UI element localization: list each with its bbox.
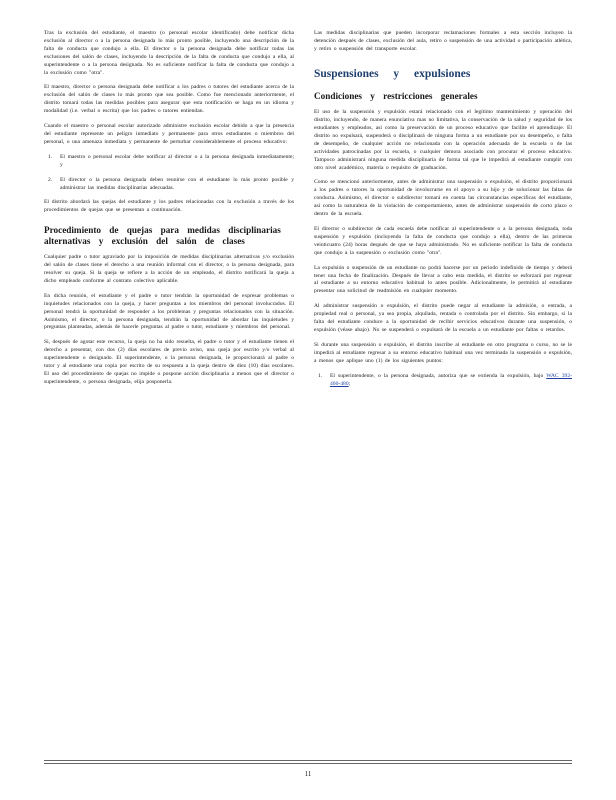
- footer-rule: [44, 760, 572, 761]
- wac-link[interactable]: WAC 392-400-480: [330, 372, 572, 387]
- paragraph: En dicha reunión, el estudiante y el padre o tutor tendrán la oportunidad de expresar problemas o inquietudes relacionados con la queja, y hacer preguntas a los miembros del personal involucrados. El personal tendrá la oportunidad de responder a los problemas y preguntas relacionados con la situación. Asimismo, el director, o la persona designada, tendrán la oportunidad de abordar las inquietudes y preguntas planteadas, además de hacerle preguntas al padre o tutor, estudiante y miembros del personal.: [44, 292, 294, 331]
- paragraph: El director o subdirector de cada escuela debe notificar al superintendente o a la persona designada, toda suspensión y expulsión (incluyendo la falta de conducta que condujo a ella), dentro de las primeras veinticuatro (24) horas después de que se haya administrado. No es suficiente notificar la falta de conducta que condujo a la suspensión o exclusión como "otra".: [314, 226, 572, 256]
- list-item-text: [330, 373, 572, 389]
- list-item-text: El director o la persona designada deben reunirse con el estudiante lo más pronto posible y administrar las medidas disciplinarias adecuadas.: [60, 176, 294, 191]
- list-item-text: El maestro o personal escolar debe notificar al director o a la persona designada inmediatamente; y: [60, 153, 294, 168]
- paragraph: Las medidas disciplinarias que pueden incorporar reclamaciones formales a esta sección incluyen la detención después de clases, exclusión del aula, retiro o suspensión de una actividad o participación atlética, y retiro o suspensión del transporte escolar.: [314, 30, 572, 52]
- section-title: Suspensiones y expulsiones: [314, 67, 471, 80]
- footer-rule: [44, 763, 572, 764]
- paragraph: Tras la exclusión del estudiante, el maestro (o personal escolar identificado) debe notificar dicha exclusión al director o a la persona designada lo más pronto posible, incluyendo una descripción de la falta de conducta que condujo a ella. El director o la persona designada debe notificar todas las exclusiones del salón de clases, incluyendo la descripción de la falta de conducta que condujo a ella, al superintendente o a la persona designada. No es suficiente notificar la falta de conducta que condujo a la exclusión como "otra".: [44, 30, 294, 76]
- paragraph: El maestro, director o persona designada debe notificar a los padres o tutores del estudiante acerca de la exclusión del salón de clases lo más pronto que sea posible. Como fue mencionado anteriormente, el distrito tomará todas las medidas posibles para asegurar que esta notificación se haga en un idioma y modalidad (i.e. verbal o escrita) que los padres o tutores entiendan.: [44, 84, 294, 115]
- list-number: 1.: [48, 153, 53, 160]
- paragraph: Si, después de agotar este recurso, la queja no ha sido resuelta, el padre o tutor y el estudiante tienen el derecho a presentar, con dos (2) días escolares de previo aviso, una queja por escrito y/o verbal al superintendente o designado. El superintendente, o la persona designada, le proporcionará al padre o tutor y al estudiante una copia por escrito de su respuesta a la queja dentro de diez (10) días escolares. El uso del procedimiento de quejas no impide o pospone acción disciplinaria a menos que el director o superintendente, o persona designada, elija posponerla.: [44, 339, 294, 385]
- left-column: [44, 30, 294, 394]
- list-item-body: El superintendente, o la persona designada, autoriza que se extienda la expulsión, bajo: [330, 372, 547, 379]
- page-number: 11: [304, 770, 312, 778]
- paragraph: Al administrar suspensión o expulsión, el distrito puede negar al estudiante la admisión, o entrada, a propiedad real o personal, ya sea propia, alquilada, rentada o controlada por el distrito. Sin embargo, si la falta del estudiante conduce a la oportunidad de recibir servicios educativos durante una suspensión, o expulsión (véase abajo). No se suspenderá o expulsará de la escuela a un estudiante por faltas o retardos.: [314, 303, 572, 333]
- right-column: [314, 30, 572, 395]
- list-item: [44, 154, 294, 170]
- list-item: [314, 373, 572, 389]
- list-item-end: ;: [348, 380, 351, 387]
- list-number: 2.: [48, 176, 53, 183]
- list-item: [44, 177, 294, 193]
- paragraph: El uso de la suspensión y expulsión estará relacionado con el legítimo mantenimiento y operación del distrito, incluyendo, de manera enunciativa mas no limitativa, la conservación de la salud y seguridad de los estudiantes y empleados, así como la preservación de un proceso educativo que facilite el aprendizaje. El distrito no expulsará, suspenderá o disciplinará de ninguna forma a un estudiante por su desempeño, o falta de desempeño, de cualquier acción no relacionada con la operación adecuada de la escuela o de las actividades patrocinadas por la escuela, o cualquier demora asociado con procurar el proceso educativo. Tampoco administrará ninguna medida disciplinaria de forma tal que le impedirá al estudiante cumplir con otro nivel académico, materia o requisito de graduación.: [314, 109, 572, 171]
- paragraph: Como se mencionó anteriormente, antes de administrar una suspensión o expulsión, el distrito proporcionará a los padres o tutores la oportunidad de involucrarse en el apoyo a su hijo y de solucionar las faltas de conducta. Asimismo, el director o subdirector tomará en cuenta las circunstancias específicas del estudiante, así como la naturaleza de la violación de comportamiento, antes de administrar suspensión de corto plazo o dentro de la escuela.: [314, 179, 572, 218]
- list-number: 1.: [318, 372, 323, 379]
- subsection-heading: Condiciones y restricciones generales: [314, 90, 478, 101]
- section-heading: Procedimiento de quejas para medidas disciplinarias alternativas y exclusión del salón de clases: [44, 225, 281, 246]
- paragraph: La expulsión o suspensión de un estudiante no podrá hacerse por un periodo indefinido de tiempo y deberá tener una fecha de finalización. Después de llevar a cabo esta medida, el distrito se esforzará por regresar al estudiante a su entorno educativo habitual lo antes posible. Adicionalmente, le permitirá al estudiante presentar una solicitud de readmisión en cualquier momento.: [314, 264, 572, 295]
- paragraph: El distrito abordará las quejas del estudiante y los padres relacionadas con la exclusión a través de los procedimientos de quejas que se presentan a continuación.: [44, 199, 294, 214]
- paragraph: Cuando el maestro o personal escolar autorizado administre exclusión escolar debido a que la presencia del estudiante represente un peligro inmediato y permanente para otros estudiantes o miembros del personal, o una amenaza inmediata y permanente de perturbar considerablemente el proceso educativo:: [44, 123, 294, 145]
- paragraph: Cualquier padre o tutor agraviado por la imposición de medidas disciplinarias alternativas y/o exclusión del salón de clases tiene el derecho a una reunión informal con el director, o la persona designada, para resolver su queja. Si la queja se refiere a la acción de un empleado, el distrito notificará la queja a dicho empleado conforme al contrato colectivo aplicable.: [44, 254, 294, 284]
- paragraph: Si durante una suspensión o expulsión, el distrito inscribe al estudiante en otro programa o curso, no se le impedirá al estudiante regresar a su entorno educativo habitual una vez terminada la suspensión o expulsión, a menos que aplique uno (1) de los siguientes puntos:: [314, 341, 572, 364]
